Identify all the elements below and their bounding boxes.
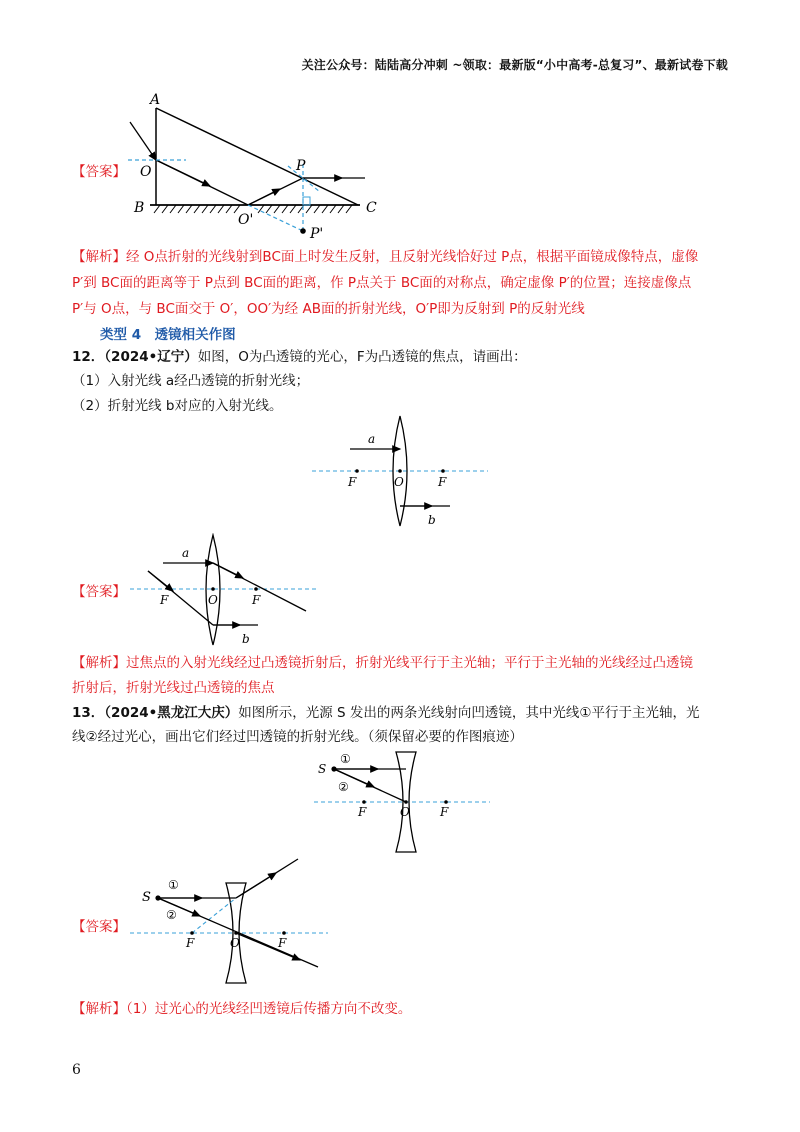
label-O-answer: O: [208, 593, 218, 607]
label-F-right-13-answer: F: [278, 936, 287, 950]
label-a-answer: a: [182, 546, 190, 560]
label-F-left: F: [348, 475, 357, 489]
label-ray-2-answer: ②: [166, 908, 177, 922]
label-b: b: [428, 513, 436, 527]
analysis-tag-13: 【解析】: [72, 1001, 126, 1017]
label-B: B: [134, 200, 145, 216]
answer-tag-12: 【答案】: [72, 584, 126, 600]
label-C: C: [366, 200, 377, 216]
answer-tag-11: 【答案】: [72, 164, 126, 180]
label-a: a: [368, 432, 376, 446]
answer-tag-13: 【答案】: [72, 919, 126, 935]
convex-lens-question-figure: [310, 412, 490, 532]
label-O-prime: O': [238, 212, 254, 228]
analysis-12-line-1: 【解析】过焦点的入射光线经过凸透镜折射后，折射光线平行于主光轴；平行于主光轴的光线经过凸透镜: [72, 655, 693, 671]
label-F-right-answer: F: [252, 593, 261, 607]
page-number: 6: [72, 1062, 81, 1078]
analysis-11-line-2: P′到 BC面的距离等于 P点到 BC面的距离，作 P点关于 BC面的对称点，确定虚像 P′的位置；连接虚像点: [72, 275, 692, 291]
section-heading-type4: 类型 4 透镜相关作图: [100, 327, 236, 343]
question-13-stem: 13．（2024•黑龙江大庆）如图所示，光源 S 发出的两条光线射向凹透镜，其中光线①平行于主光轴，光: [72, 705, 700, 721]
label-F-right: F: [438, 475, 447, 489]
label-O-13-answer: O: [230, 936, 240, 950]
label-P-prime: P': [310, 226, 324, 242]
prism-shape: [150, 108, 360, 213]
question-12-item-1: （1）入射光线 a经凸透镜的折射光线；: [72, 373, 310, 389]
question-13-stem-2: 线②经过光心，画出它们经过凹透镜的折射光线。（须保留必要的作图痕迹）: [72, 729, 523, 745]
label-S: S: [318, 762, 327, 776]
label-ray-2: ②: [338, 780, 349, 794]
page-header: 关注公众号：陆陆高分冲刺 ~领取：最新版“小中高考-总复习”、最新试卷下载: [301, 58, 728, 72]
analysis-11-line-1: 【解析】经 O点折射的光线射到BC面上时发生反射，且反射光线恰好过 P点，根据平面镜成像特点，虚像: [72, 249, 699, 265]
analysis-12-line-2: 折射后，折射光线过凸透镜的焦点: [72, 680, 275, 696]
label-F-left-answer: F: [160, 593, 169, 607]
concave-lens-question-figure: [312, 750, 492, 855]
analysis-tag-11: 【解析】: [72, 249, 126, 265]
analysis-13-line-1: 【解析】（1）过光心的光线经凹透镜后传播方向不改变。: [72, 1001, 412, 1017]
label-F-left-13-answer: F: [186, 936, 195, 950]
label-A: A: [150, 92, 161, 108]
prism-answer-figure: [120, 88, 400, 248]
label-P: P: [296, 158, 306, 174]
question-12-stem: 12．（2024•辽宁）如图，O为凸透镜的光心，F为凸透镜的焦点，请画出：: [72, 349, 527, 365]
label-S-answer: S: [142, 890, 151, 905]
label-O: O: [394, 475, 404, 489]
label-O: O: [140, 164, 152, 180]
label-ray-1: ①: [340, 752, 351, 766]
label-F-left-13: F: [358, 805, 367, 819]
question-12-item-2: （2）折射光线 b对应的入射光线。: [72, 398, 283, 414]
concave-lens-answer-figure: [128, 855, 333, 985]
label-ray-1-answer: ①: [168, 878, 179, 892]
label-b-answer: b: [242, 632, 250, 646]
convex-lens-answer-figure: [128, 533, 318, 651]
label-F-right-13: F: [440, 805, 449, 819]
analysis-tag-12: 【解析】: [72, 655, 126, 671]
analysis-11-line-3: P′与 O点，与 BC面交于 O′，OO′为经 AB面的折射光线，O′P即为反射到 P的反射光线: [72, 301, 585, 317]
label-O-13: O: [400, 805, 410, 819]
